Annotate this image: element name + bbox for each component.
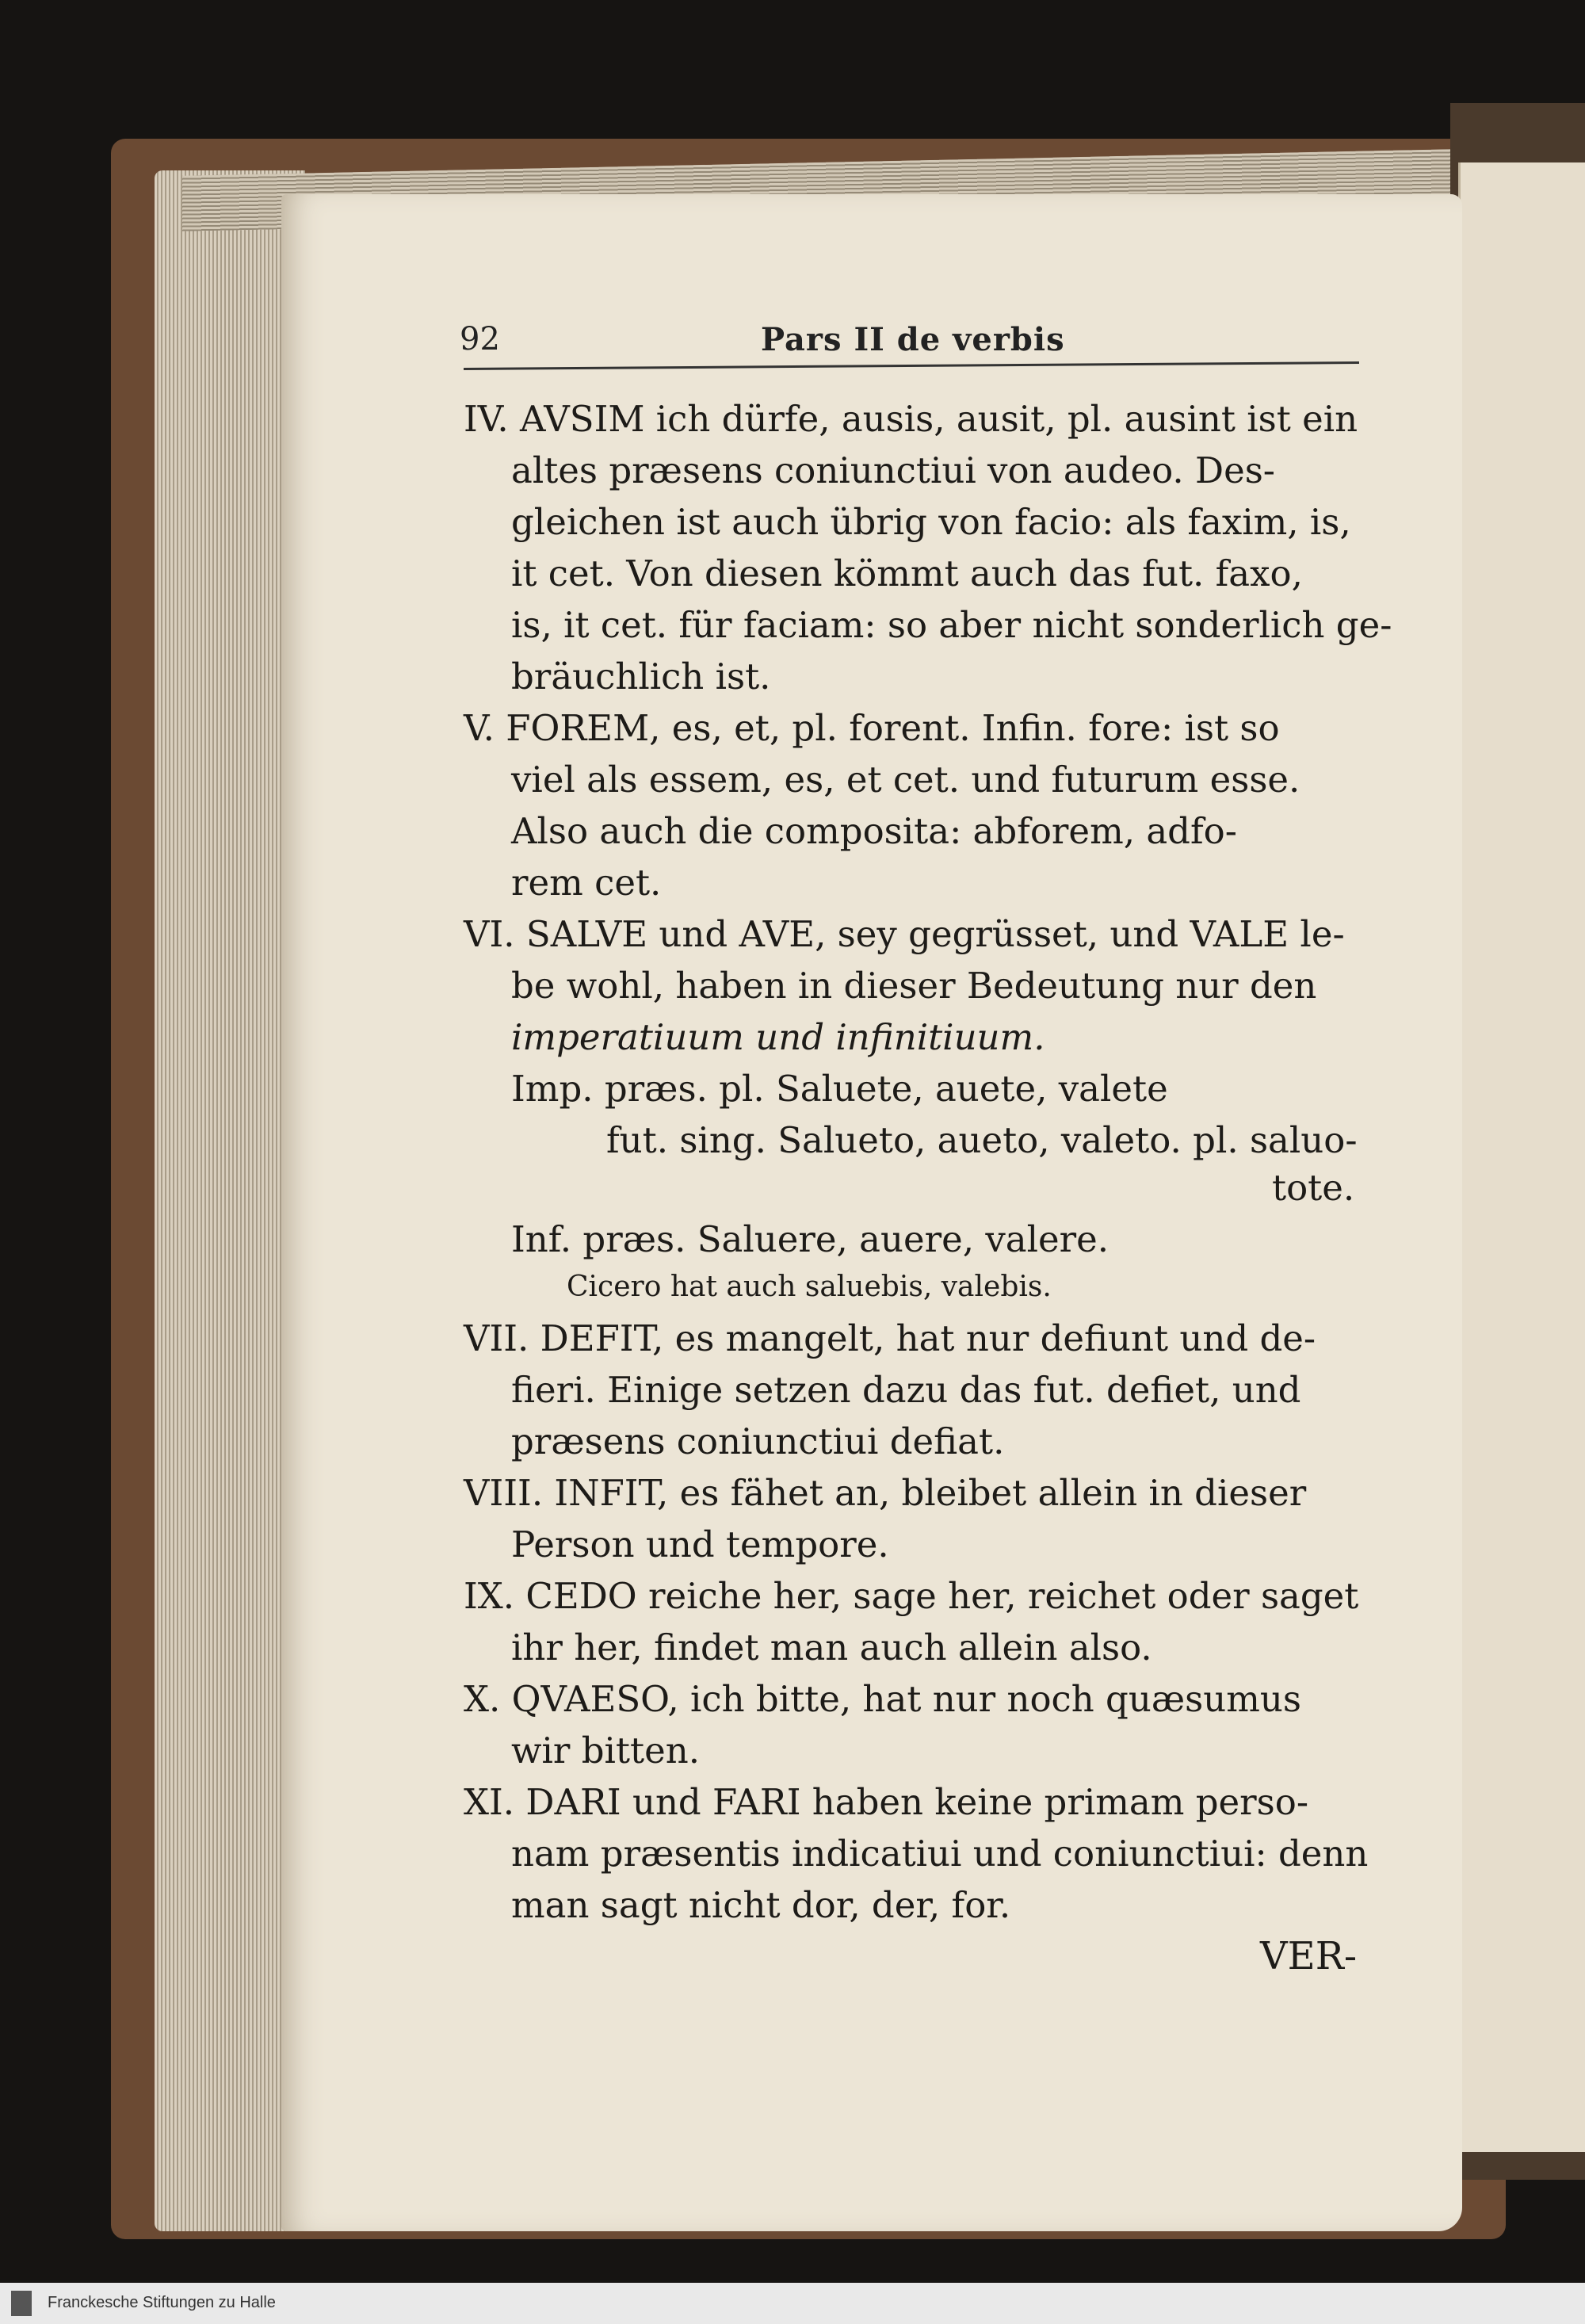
catchword: VER- bbox=[1260, 1934, 1358, 1978]
text-line: IV. AVSIM ich dürfe, ausis, ausit, pl. ausint ist ein bbox=[464, 398, 1358, 440]
text-line: rem cet. bbox=[511, 862, 662, 904]
text-line: it cet. Von diesen kömmt auch das fut. faxo, bbox=[511, 552, 1303, 594]
text-line: viel als essem, es, et cet. und futurum esse. bbox=[511, 759, 1300, 801]
text-line: wir bitten. bbox=[511, 1730, 701, 1772]
text-line: IX. CEDO reiche her, sage her, reichet oder saget bbox=[464, 1575, 1359, 1617]
text-line: præsens coniunctiui defiat. bbox=[511, 1420, 1005, 1462]
text-line: Inf. præs. Saluere, auere, valere. bbox=[511, 1218, 1110, 1260]
text-line: gleichen ist auch übrig von facio: als faxim, is, bbox=[511, 501, 1351, 543]
text-line: VI. SALVE und AVE, sey gegrüsset, und VALE le- bbox=[464, 913, 1345, 955]
page-number: 92 bbox=[460, 321, 500, 357]
text-line: XI. DARI und FARI haben keine primam perso- bbox=[464, 1781, 1309, 1823]
institution-name: Franckesche Stiftungen zu Halle bbox=[48, 2294, 276, 2311]
page-header bbox=[460, 321, 1355, 369]
facing-page bbox=[1458, 162, 1585, 2152]
text-line: bräuchlich ist. bbox=[511, 656, 771, 698]
text-line: Also auch die composita: abforem, adfo- bbox=[511, 810, 1237, 852]
text-line: Imp. præs. pl. Saluete, auete, valete bbox=[511, 1068, 1168, 1110]
text-line: fieri. Einige setzen dazu das fut. defiet, und bbox=[511, 1369, 1301, 1411]
text-line: Cicero hat auch saluebis, valebis. bbox=[567, 1271, 1052, 1303]
text-line: ihr her, findet man auch allein also. bbox=[511, 1626, 1152, 1668]
footer-bar bbox=[0, 2283, 1585, 2324]
text-line: nam præsentis indicatiui und coniunctiui: denn bbox=[511, 1833, 1369, 1875]
text-line: VIII. INFIT, es fähet an, bleibet allein in dieser bbox=[464, 1472, 1307, 1514]
text-line: be wohl, haben in dieser Bedeutung nur den bbox=[511, 965, 1317, 1007]
text-line: V. FOREM, es, et, pl. forent. Infin. fore: ist so bbox=[464, 707, 1280, 749]
text-line: VII. DEFIT, es mangelt, hat nur defiunt und de- bbox=[464, 1317, 1316, 1359]
running-title: Pars II de verbis bbox=[761, 321, 1065, 358]
text-line: altes præsens coniunctiui von audeo. Des- bbox=[511, 449, 1276, 491]
text-line: X. QVAESO, ich bitte, hat nur noch quæsumus bbox=[464, 1678, 1301, 1720]
text-line: man sagt nicht dor, der, for. bbox=[511, 1884, 1011, 1926]
text-line: imperatiuum und infinitiuum. bbox=[511, 1016, 1045, 1058]
institution-logo-icon bbox=[11, 2291, 32, 2316]
text-line: is, it cet. für faciam: so aber nicht sonderlich ge- bbox=[511, 604, 1392, 646]
text-line: Person und tempore. bbox=[511, 1523, 889, 1565]
text-line: tote. bbox=[1272, 1167, 1355, 1209]
text-line: fut. sing. Salueto, aueto, valeto. pl. saluo- bbox=[606, 1119, 1358, 1161]
